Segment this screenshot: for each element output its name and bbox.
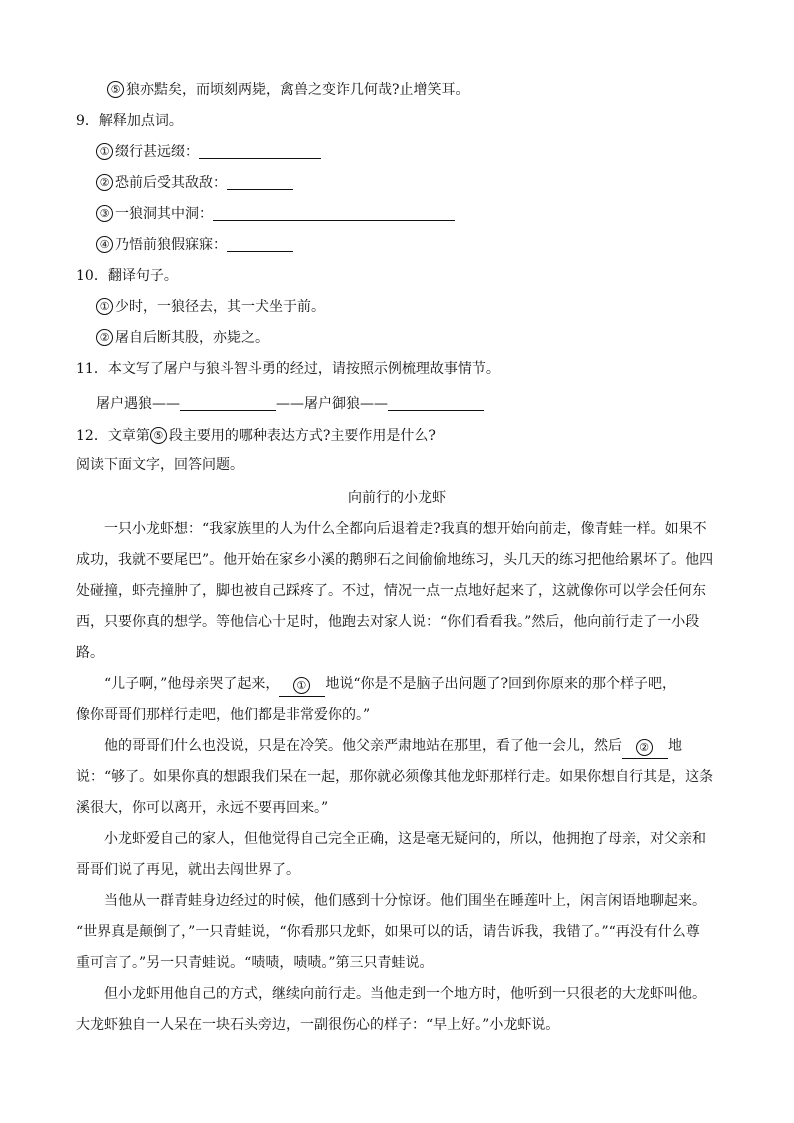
p1-line-5: 路。 — [76, 645, 104, 661]
answer-blank[interactable] — [180, 395, 276, 411]
circled-number: ① — [293, 677, 310, 694]
p6-line-1: 但小龙虾用他自己的方式，继续向前行走。当他走到一个地方时，他听到一只很老的大龙虾叫他。 — [104, 986, 706, 1002]
circled-number: ① — [96, 143, 113, 160]
p1-line-3: 处碰撞，虾壳撞肿了，脚也被自己踩疼了。不过，情况一点一点地好起来了，这就像你可以学会任何东 — [76, 583, 706, 599]
q9-item-1: ① 缀行甚远缀： — [96, 142, 321, 162]
answer-blank-2[interactable] — [622, 738, 668, 759]
p2-line-2: 像你哥哥们那样行走吧，他们都是非常爱你的。” — [76, 707, 371, 723]
circled-number: ① — [96, 298, 113, 315]
q9-item-2: ② 恐前后受其敌敌： — [96, 173, 293, 193]
circled-number: ③ — [96, 205, 113, 222]
p4-line-2: 哥哥们说了再见，就出去闯世界了。 — [76, 862, 300, 878]
answer-blank[interactable] — [227, 236, 293, 252]
p5-line-3: 重可言了。”另一只青蛙说。“啧啧，啧啧。”第三只青蛙说。 — [76, 955, 434, 971]
answer-blank[interactable] — [213, 205, 455, 221]
q10-title: 10．翻译句子。 — [76, 268, 178, 284]
p5-line-1: 当他从一群青蛙身边经过的时候，他们感到十分惊讶。他们围坐在睡莲叶上，闲言闲语地聊起来。 — [104, 893, 706, 909]
p5-line-2: “世界真是颠倒了，”一只青蛙说，“你看那只龙虾，如果可以的话，请告诉我，我错了。”“再没有什么尊 — [76, 924, 700, 940]
p2-line-1: “儿子啊，”他母亲哭了起来， ① 地说“你是不是脑子出问题了?回到你原来的那个样子吧， — [104, 674, 676, 697]
p3-line-2: 说：“够了。如果你真的想跟我们呆在一起，那你就必须像其他龙虾那样行走。如果你想自行其是，这条 — [76, 769, 714, 785]
q11-plot-flow: 屠户遇狼—— ——屠户御狼—— — [96, 394, 484, 414]
q9-title: 9．解释加点词。 — [76, 113, 183, 129]
p1-line-1: 一只小龙虾想：“我家族里的人为什么全都向后退着走?我真的想开始向前走，像青蛙一样。如果不 — [104, 521, 707, 537]
q9-item-4: ④ 乃悟前狼假寐寐： — [96, 235, 293, 255]
circled-number: ⑤ — [107, 81, 124, 98]
p3-line-3: 溪很大，你可以离开，永远不要再回来。” — [76, 800, 329, 816]
q10-item-1: ① 少时，一狼径去，其一犬坐于前。 — [96, 297, 325, 317]
answer-blank[interactable] — [227, 174, 293, 190]
p3-line-1: 他的哥哥们什么也没说，只是在冷笑。他父亲严肃地站在那里，看了他一会儿，然后 ② 地 — [104, 736, 682, 759]
answer-blank[interactable] — [199, 143, 321, 159]
reading-intro: 阅读下面文字，回答问题。 — [76, 457, 244, 473]
q8-item-5 — [107, 80, 470, 100]
circled-number: ② — [96, 329, 113, 346]
q12-title: 12．文章第 ⑤ 段主要用的哪种表达方式?主要作用是什么? — [76, 428, 436, 444]
p4-line-1: 小龙虾爱自己的家人，但他觉得自己完全正确，这是毫无疑问的，所以，他拥抱了母亲，对父亲和 — [104, 831, 706, 847]
q9-item-3: ③ 一狼洞其中洞： — [96, 204, 455, 224]
answer-blank[interactable] — [388, 395, 484, 411]
circled-number: ② — [96, 174, 113, 191]
answer-blank-1[interactable] — [279, 676, 325, 697]
circled-number: ② — [636, 739, 653, 756]
q10-item-2: ② 屠自后断其股，亦毙之。 — [96, 328, 269, 348]
q8-item-5-text: 狼亦黠矣，而顷刻两毙，禽兽之变诈几何哉?止增笑耳。 — [126, 82, 470, 98]
p6-line-2: 大龙虾独自一人呆在一块石头旁边，一副很伤心的样子：“早上好。”小龙虾说。 — [76, 1017, 560, 1033]
q11-title: 11．本文写了屠户与狼斗智斗勇的经过，请按照示例梳理故事情节。 — [76, 361, 500, 377]
p1-line-2: 成功，我就不要尾巴”。他开始在家乡小溪的鹅卵石之间偷偷地练习，头几天的练习把他给累坏了。他四 — [76, 552, 714, 568]
circled-number: ⑤ — [150, 427, 167, 444]
story-title: 向前行的小龙虾 — [348, 490, 446, 506]
p1-line-4: 西，只要你真的想学。等他信心十足时，他跑去对家人说：“你们看看我。”然后，他向前行走了一小段 — [76, 614, 700, 630]
circled-number: ④ — [96, 236, 113, 253]
